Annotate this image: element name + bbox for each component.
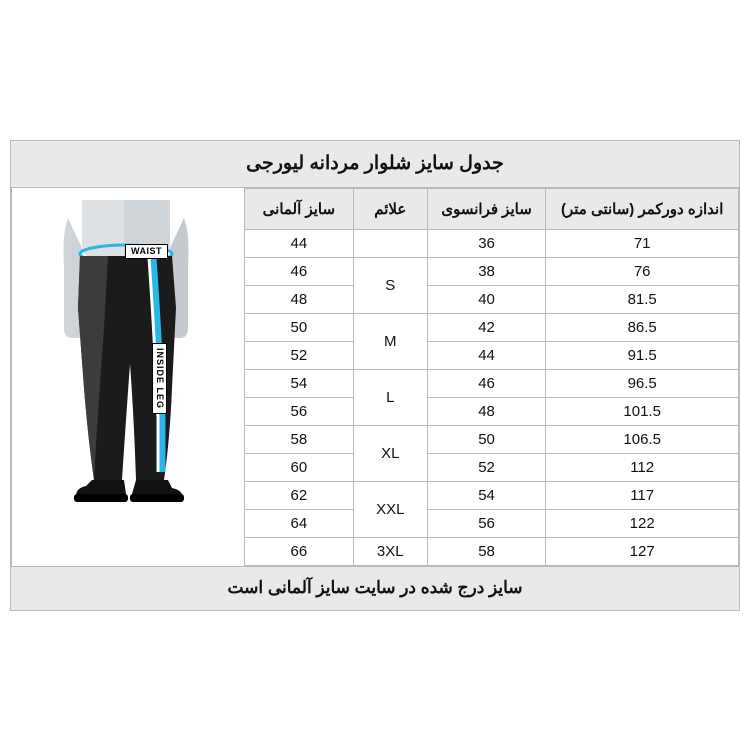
table-row bbox=[245, 454, 739, 482]
cell-symbol: M bbox=[353, 314, 427, 370]
header-symbol: علائم bbox=[353, 189, 427, 230]
cell-german: 56 bbox=[245, 398, 354, 426]
size-chart bbox=[10, 140, 740, 611]
cell-german: 58 bbox=[245, 426, 354, 454]
cell-german: 52 bbox=[245, 342, 354, 370]
cell-german: 66 bbox=[245, 538, 354, 566]
cell-french: 52 bbox=[427, 454, 546, 482]
table-row bbox=[245, 426, 739, 454]
cell-french: 56 bbox=[427, 510, 546, 538]
cell-german: 54 bbox=[245, 370, 354, 398]
cell-german: 62 bbox=[245, 482, 354, 510]
cell-waist: 106.5 bbox=[546, 426, 739, 454]
header-german: سایز آلمانی bbox=[245, 189, 354, 230]
table-row bbox=[245, 342, 739, 370]
cell-french: 40 bbox=[427, 286, 546, 314]
cell-french: 36 bbox=[427, 230, 546, 258]
cell-waist: 76 bbox=[546, 258, 739, 286]
cell-symbol bbox=[353, 230, 427, 258]
table-row bbox=[245, 258, 739, 286]
cell-waist: 96.5 bbox=[546, 370, 739, 398]
header-waist: اندازه دورکمر (سانتی متر) bbox=[546, 189, 739, 230]
cell-waist: 117 bbox=[546, 482, 739, 510]
cell-symbol: 3XL bbox=[353, 538, 427, 566]
cell-symbol: XL bbox=[353, 426, 427, 482]
cell-waist: 86.5 bbox=[546, 314, 739, 342]
cell-waist: 112 bbox=[546, 454, 739, 482]
cell-german: 50 bbox=[245, 314, 354, 342]
cell-waist: 71 bbox=[546, 230, 739, 258]
cell-french: 44 bbox=[427, 342, 546, 370]
cell-waist: 127 bbox=[546, 538, 739, 566]
cell-waist: 91.5 bbox=[546, 342, 739, 370]
cell-symbol: S bbox=[353, 258, 427, 314]
page-title: جدول سایز شلوار مردانه لیورجی bbox=[11, 141, 739, 188]
size-table-body bbox=[245, 230, 739, 566]
inside-leg-label: INSIDE LEG bbox=[152, 343, 167, 414]
cell-german: 64 bbox=[245, 510, 354, 538]
size-table bbox=[244, 188, 739, 566]
table-row bbox=[245, 482, 739, 510]
cell-german: 44 bbox=[245, 230, 354, 258]
cell-french: 38 bbox=[427, 258, 546, 286]
table-row bbox=[245, 370, 739, 398]
cell-waist: 81.5 bbox=[546, 286, 739, 314]
cell-waist: 122 bbox=[546, 510, 739, 538]
table-row bbox=[245, 286, 739, 314]
cell-german: 48 bbox=[245, 286, 354, 314]
cell-french: 42 bbox=[427, 314, 546, 342]
header-french: سایز فرانسوی bbox=[427, 189, 546, 230]
table-row bbox=[245, 230, 739, 258]
cell-french: 46 bbox=[427, 370, 546, 398]
cell-symbol: L bbox=[353, 370, 427, 426]
cell-french: 48 bbox=[427, 398, 546, 426]
table-row bbox=[245, 314, 739, 342]
cell-french: 54 bbox=[427, 482, 546, 510]
cell-symbol: XXL bbox=[353, 482, 427, 538]
table-header-row bbox=[245, 189, 739, 230]
trousers-illustration bbox=[12, 188, 244, 508]
cell-german: 60 bbox=[245, 454, 354, 482]
cell-waist: 101.5 bbox=[546, 398, 739, 426]
table-row bbox=[245, 510, 739, 538]
cell-french: 58 bbox=[427, 538, 546, 566]
waist-label: WAIST bbox=[125, 244, 168, 259]
chart-body bbox=[11, 188, 739, 566]
table-row bbox=[245, 398, 739, 426]
size-table-cell bbox=[244, 188, 739, 566]
cell-french: 50 bbox=[427, 426, 546, 454]
footer-note: سایز درج شده در سایت سایز آلمانی است bbox=[11, 566, 739, 610]
cell-german: 46 bbox=[245, 258, 354, 286]
product-illustration-cell bbox=[11, 188, 244, 566]
table-row bbox=[245, 538, 739, 566]
